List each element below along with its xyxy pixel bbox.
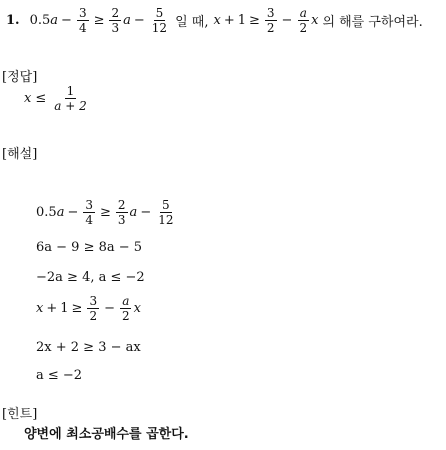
solution-step-1: 0.5 a − $\frac{3}{4}$ ≥ $\frac{2}{3}$ a − $\frac{5}{12}$ xyxy=(36,198,174,227)
coef-0-5: 0.5 xyxy=(29,13,51,28)
fraction-3-4: $\frac{3}{4}$ xyxy=(78,6,87,35)
fraction-3-2: $\frac{3}{2}$ xyxy=(266,6,275,35)
problem-number: 1. xyxy=(6,13,20,28)
question-text: 의 해를 구하여라. xyxy=(322,15,423,30)
problem-statement: 1. 0.5 a − $\frac{3}{4}$ ≥ $\frac{2}{3}$ a − $\frac{5}{12}$ 일 때, x + 1 ≥ $\frac{3}{2}$ − $\frac{a}{2}$ x 의 해를 구하여라. xyxy=(6,6,423,35)
fraction-a-2: $\frac{a}{2}$ xyxy=(299,6,308,35)
solution-step-4: x + 1 ≥ $\frac{3}{2}$ − $\frac{a}{2}$ x xyxy=(36,294,141,323)
solution-step-2: 6a − 9 ≥ 8a − 5 xyxy=(36,240,143,255)
solution-label: [해설] xyxy=(2,147,38,162)
hint-text: 양변에 최소공배수를 곱한다. xyxy=(24,427,189,442)
solution-step-5: 2x + 2 ≥ 3 − ax xyxy=(36,340,141,355)
answer-expression: x ≤ $\frac{1}{a + 2}$ xyxy=(24,84,87,113)
solution-step-3: −2a ≥ 4, a ≤ −2 xyxy=(36,270,145,285)
fraction-5-12: $\frac{5}{12}$ xyxy=(151,6,168,35)
hint-label: [힌트] xyxy=(2,407,38,422)
condition-text: 일 때, xyxy=(175,15,209,30)
fraction-2-3: $\frac{2}{3}$ xyxy=(111,6,120,35)
solution-step-6: a ≤ −2 xyxy=(36,368,83,383)
answer-fraction: $\frac{1}{a + 2}$ xyxy=(54,84,87,113)
answer-label: [정답] xyxy=(2,70,38,85)
